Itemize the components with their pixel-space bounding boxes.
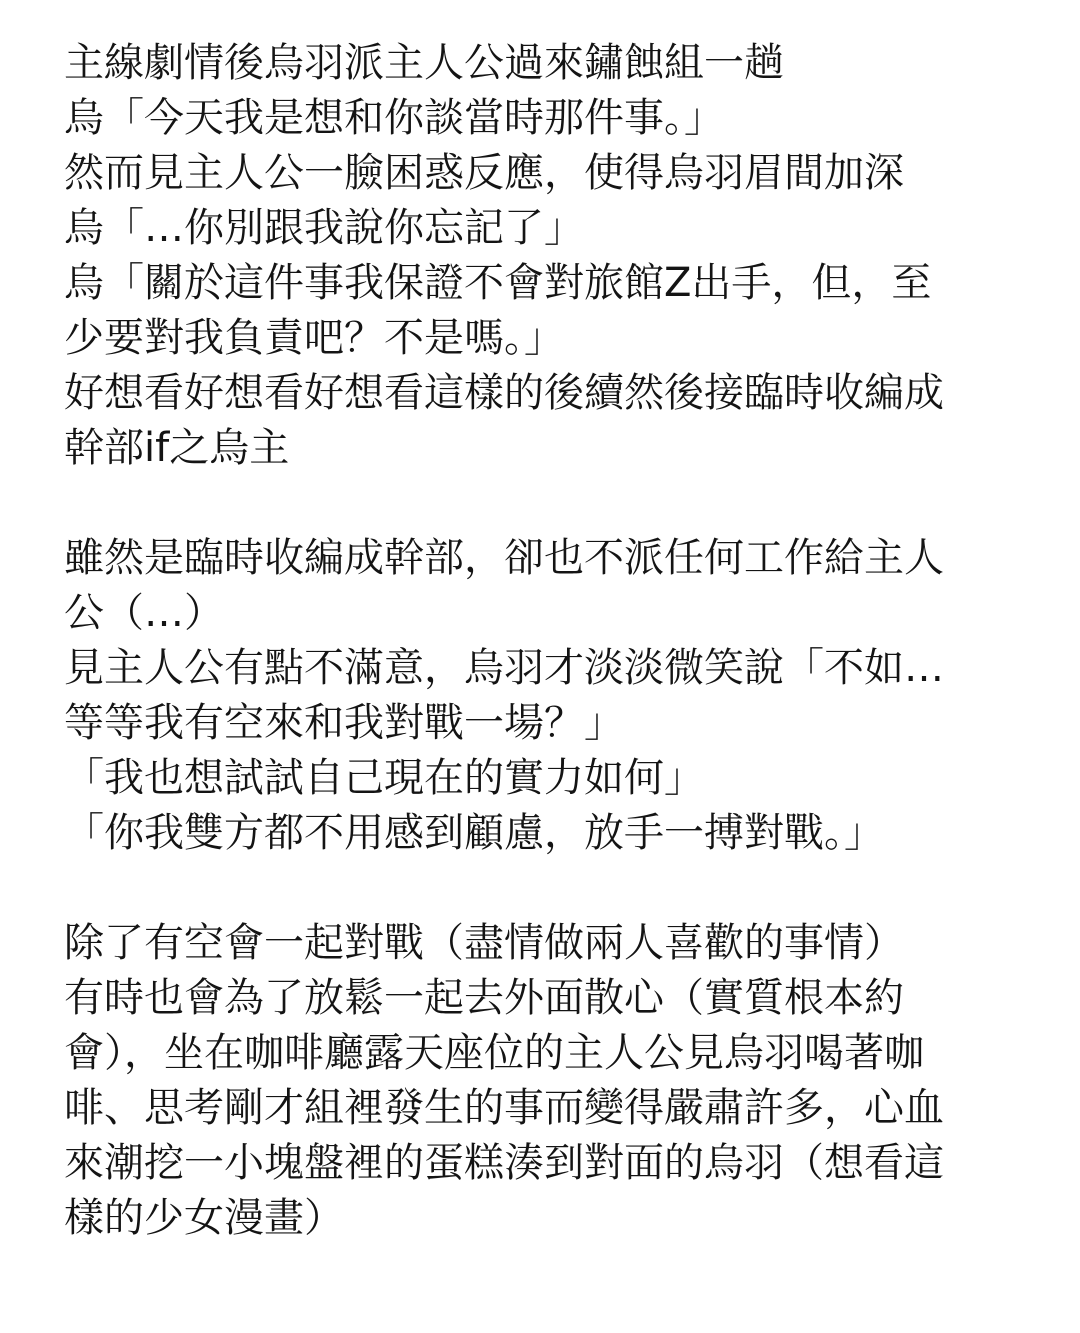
text-line: 好想看好想看好想看這樣的後續然後接臨時收編成: [64, 370, 944, 416]
text-line: 「我也想試試自己現在的實力如何」: [64, 755, 704, 801]
text-line: 然而見主人公一臉困惑反應，使得烏羽眉間加深: [64, 150, 904, 196]
text-line: 幹部if之烏主: [64, 425, 290, 471]
paragraph: [64, 36, 1024, 476]
text-line: 來潮挖一小塊盤裡的蛋糕湊到對面的烏羽（想看這: [64, 1140, 944, 1186]
text-line: 有時也會為了放鬆一起去外面散心（實質根本約: [64, 975, 904, 1021]
text-line: 雖然是臨時收編成幹部，卻也不派任何工作給主人: [64, 535, 944, 581]
text-line: 主線劇情後烏羽派主人公過來鏽蝕組一趟: [64, 40, 784, 86]
note-text: [64, 36, 1024, 1246]
text-line: 少要對我負責吧？不是嗎。」: [64, 315, 564, 361]
text-line: 除了有空會一起對戰（盡情做兩人喜歡的事情）: [64, 920, 904, 966]
text-line: 會），坐在咖啡廳露天座位的主人公見烏羽喝著咖: [64, 1030, 924, 1076]
text-line: 烏「今天我是想和你談當時那件事。」: [64, 95, 724, 141]
text-line: 烏「…你別跟我說你忘記了」: [64, 205, 584, 251]
paragraph: [64, 531, 1024, 861]
text-line: 公（…）: [64, 590, 224, 636]
paragraph-gap: [64, 861, 1024, 916]
paragraph-gap: [64, 476, 1024, 531]
text-line: 啡、思考剛才組裡發生的事而變得嚴肅許多，心血: [64, 1085, 944, 1131]
text-line: 等等我有空來和我對戰一場？」: [64, 700, 624, 746]
text-line: 見主人公有點不滿意，烏羽才淡淡微笑說「不如…: [64, 645, 944, 691]
text-line: 「你我雙方都不用感到顧慮，放手一搏對戰。」: [64, 810, 884, 856]
paragraph: [64, 916, 1024, 1246]
text-line: 烏「關於這件事我保證不會對旅館Z出手，但，至: [64, 260, 932, 306]
text-line: 樣的少女漫畫）: [64, 1195, 344, 1241]
